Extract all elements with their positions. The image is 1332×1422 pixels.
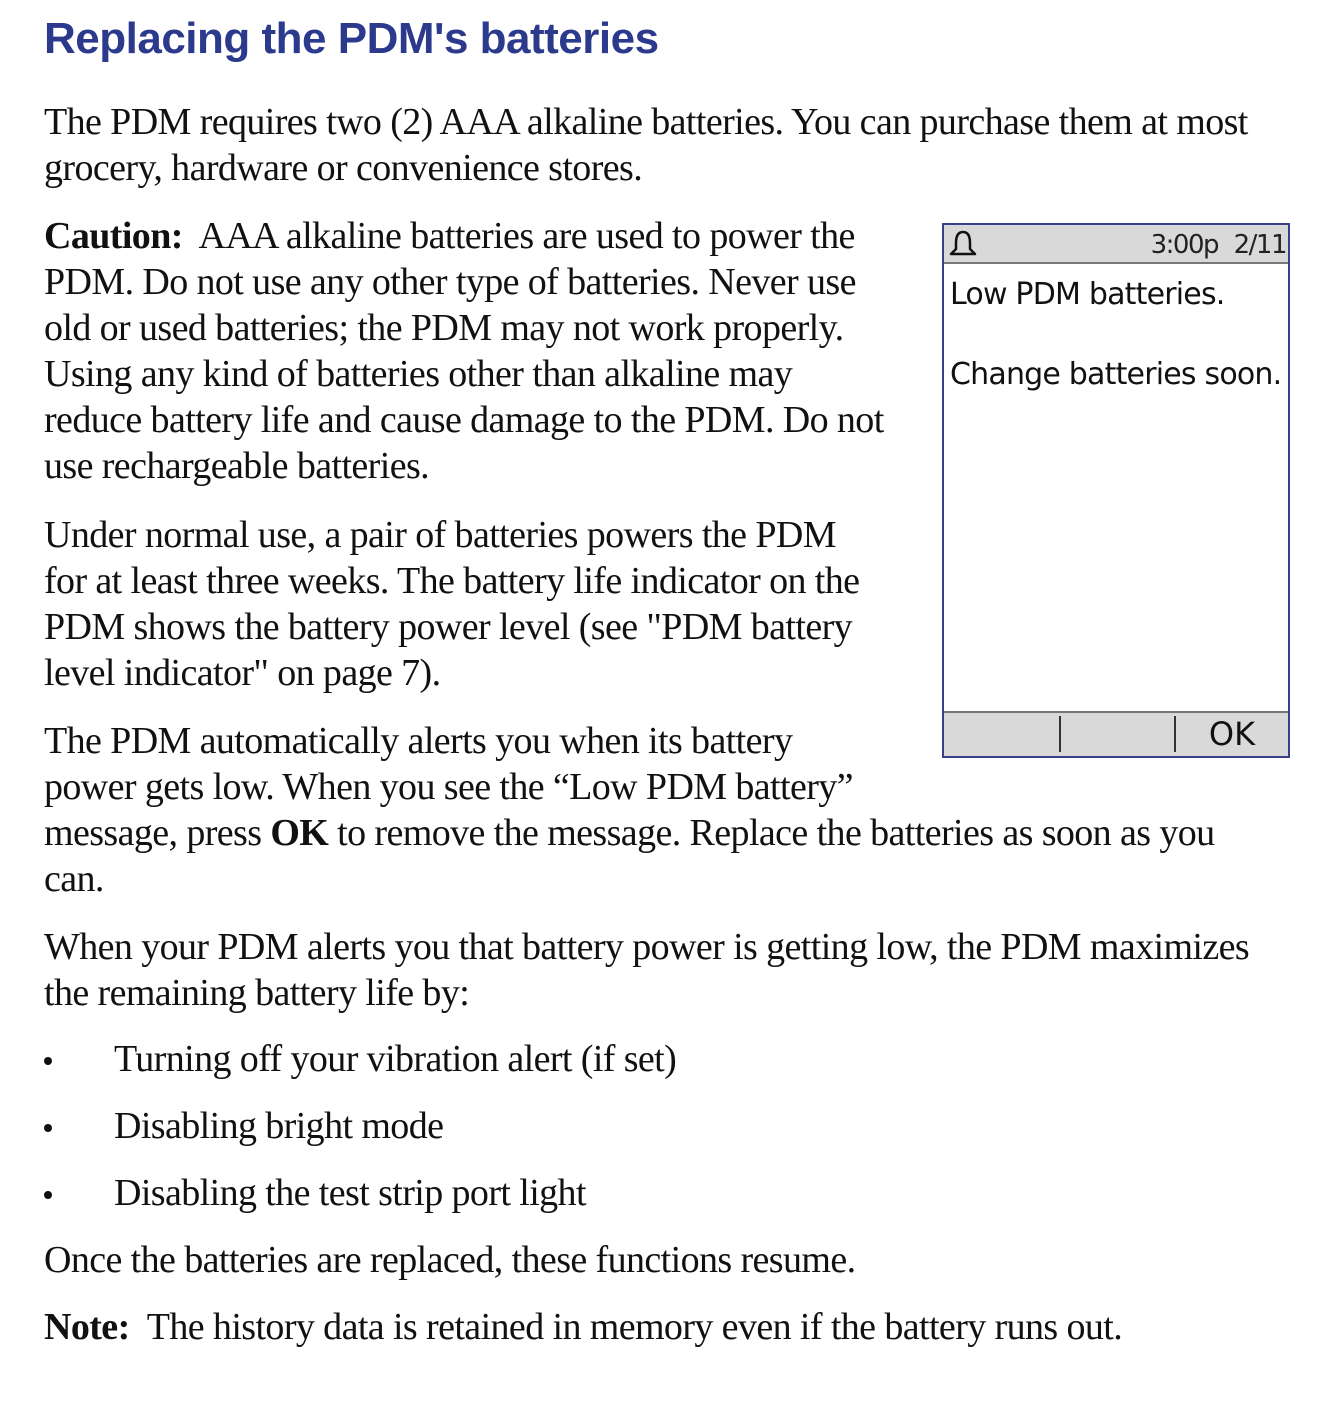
pdm-time: 3:00p [1150,230,1218,260]
alert-text-after: to remove the message. Replace the batteries as soon as you can. [44,812,1215,900]
pdm-message-line1: Low PDM batteries. [950,277,1225,312]
caution-text: AAA alkaline batteries are used to power the PDM. Do not use any other type of batteries. Never use old or used batteries; the PDM may not work properly. Using any kind of batteries other than alkaline may reduce battery life and cause damage to the PDM. Do not use rechargeable batteries. [44,215,884,487]
caution-label: Caution: [44,215,183,257]
alert-ok-label: OK [270,812,329,854]
pdm-status-bar [944,225,1288,264]
pdm-screen [942,223,1290,758]
bullet-icon [44,1191,52,1199]
note-text: The history data is retained in memory even if the battery runs out. [146,1306,1123,1348]
pdm-message-line2: Change batteries soon. [950,357,1282,392]
pdm-softkey-left [944,716,1061,752]
page-title: Replacing the PDM's batteries [44,14,659,63]
bullet-icon [44,1124,52,1132]
caution-paragraph [44,213,884,489]
pdm-softkey-bar [944,711,1288,756]
intro-paragraph: The PDM requires two (2) AAA alkaline batteries. You can purchase them at most grocery, hardware or convenience stores. [44,101,1248,189]
pdm-ok-softkey: OK [1208,715,1256,753]
pdm-date: 2/11 [1233,230,1286,260]
resume-paragraph: Once the batteries are replaced, these functions resume. [44,1239,856,1281]
bullet-icon [44,1057,52,1065]
bullet-text: Turning off your vibration alert (if set) [114,1038,677,1080]
alert-text-before: The PDM automatically alerts you when its battery power gets low. When you see the “Low PDM battery” message, press [44,720,853,854]
bullet-text: Disabling bright mode [114,1105,444,1147]
bullet-text: Disabling the test strip port light [114,1172,586,1214]
normal-use-paragraph: Under normal use, a pair of batteries powers the PDM for at least three weeks. The battery life indicator on the PDM shows the battery power level (see "PDM battery level indicator" on page 7). [44,514,860,694]
note-paragraph [44,1304,1294,1350]
note-label: Note: [44,1306,130,1348]
maximize-paragraph: When your PDM alerts you that battery power is getting low, the PDM maximizes the remaining battery life by: [44,926,1250,1014]
pdm-softkey-middle [1061,716,1176,752]
bell-icon [948,229,978,259]
